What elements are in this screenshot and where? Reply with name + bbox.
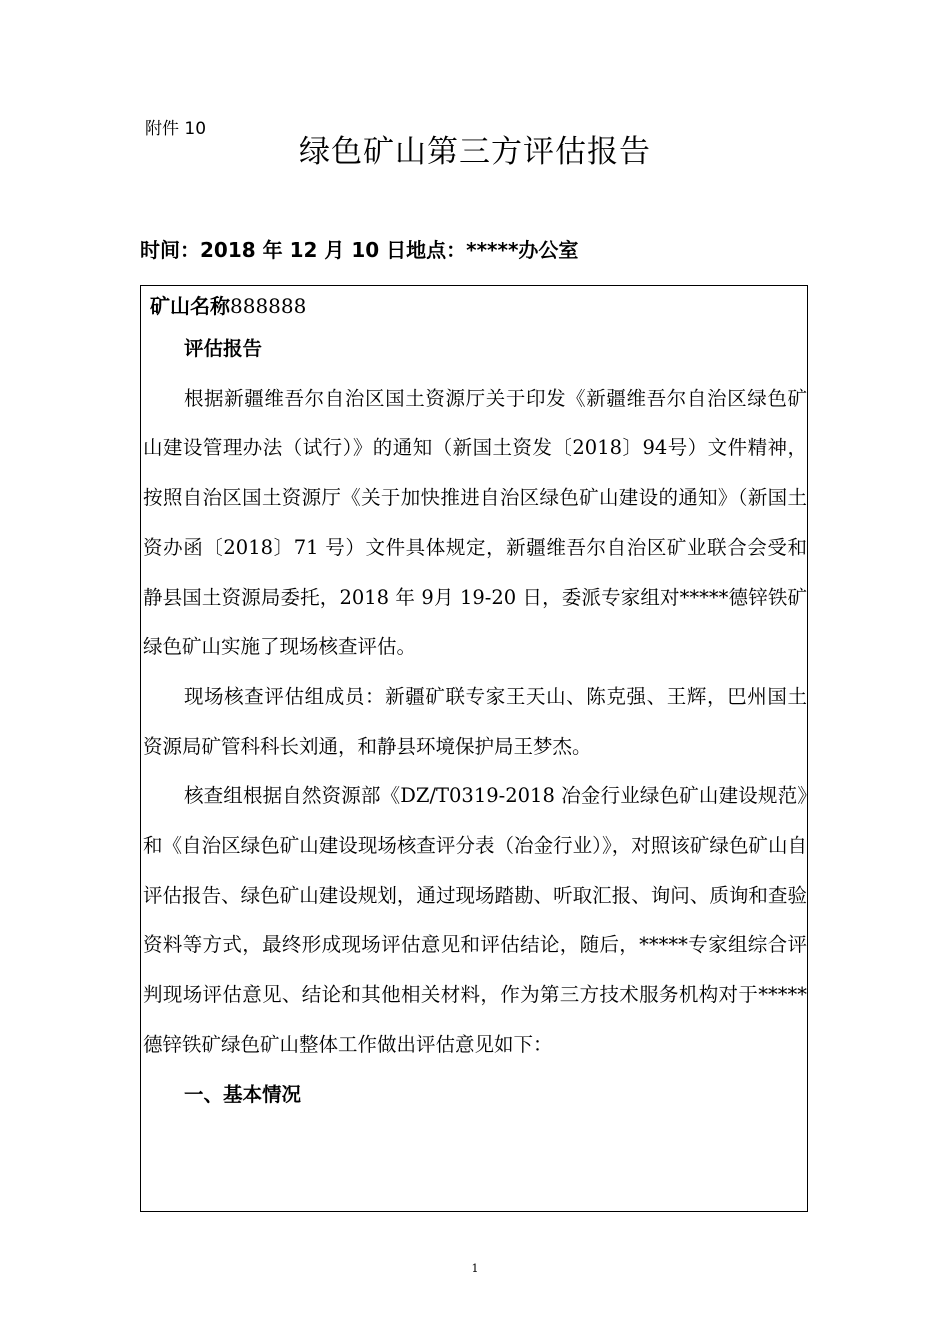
section-heading-basic-info: 一、基本情况 xyxy=(183,1082,301,1106)
paragraph-basis: 根据新疆维吾尔自治区国土资源厅关于印发《新疆维吾尔自治区绿色矿山建设管理办法（试行）》的通知（新国土资发〔2018〕94号）文件精神，按照自治区国土资源厅《关于加快推进自治区绿色矿山建设的通知》（新国土资办函〔2018〕71 号）文件具体规定，新疆维吾尔自治区矿业联合会受和静县国土资源局委托，2018 年 9月 19-20 日，委派专家组对*****德锌铁矿绿色矿山实施了现场核查评估。 xyxy=(143,386,807,659)
time-location-line: 时间：2018 年 12 月 10 日地点：*****办公室 xyxy=(140,238,579,262)
mine-name-label: 矿山名称 xyxy=(150,294,230,318)
report-heading: 评估报告 xyxy=(183,337,262,360)
page-number: 1 xyxy=(471,1262,479,1275)
mine-name-value: 888888 xyxy=(230,294,307,318)
paragraph-team-members: 现场核查评估组成员：新疆矿联专家王天山、陈克强、王辉，巴州国土资源局矿管科科长刘通，和静县环境保护局王梦杰。 xyxy=(143,684,807,758)
report-body xyxy=(143,324,807,1119)
report-frame xyxy=(140,285,808,1212)
attachment-label: 附件 10 xyxy=(145,119,207,139)
document-title: 绿色矿山第三方评估报告 xyxy=(299,134,651,170)
mine-name-row xyxy=(150,290,306,319)
paragraph-method: 核查组根据自然资源部《DZ/T0319-2018 冶金行业绿色矿山建设规范》和《自治区绿色矿山建设现场核查评分表（冶金行业）》，对照该矿绿色矿山自评估报告、绿色矿山建设规划，通过现场踏勘、听取汇报、询问、质询和查验资料等方式，最终形成现场评估意见和评估结论，随后，*****专家组综合评判现场评估意见、结论和其他相关材料，作为第三方技术服务机构对于*****德锌铁矿绿色矿山整体工作做出评估意见如下： xyxy=(143,784,807,1056)
